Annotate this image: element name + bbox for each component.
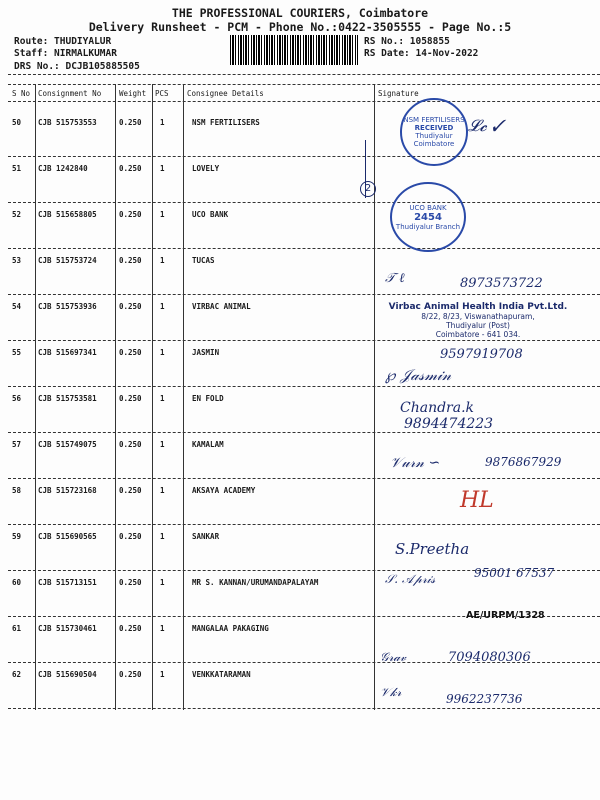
- pieces: 1: [160, 164, 165, 173]
- page-subtitle: Delivery Runsheet - PCM - Phone No.:0422-3505555 - Page No.:5: [88, 20, 512, 34]
- consignee-name: AKSAYA ACADEMY: [192, 486, 256, 495]
- pieces: 1: [160, 670, 165, 679]
- pieces: 1: [160, 118, 165, 127]
- handwritten-name: S.Preetha: [395, 540, 470, 558]
- pieces: 1: [160, 486, 165, 495]
- consignment-no: CJB 515749075: [38, 440, 97, 449]
- weight: 0.250: [119, 578, 142, 587]
- consignee-name: JASMIN: [192, 348, 220, 357]
- row-sno: 62: [12, 670, 22, 679]
- virbac-stamp: Virbac Animal Health India Pvt.Ltd. 8/22, 8/23, Viswanathapuram, Thudiyalur (Post) Coimbatore - 641 034.: [388, 302, 568, 339]
- handwritten-phone: 9894474223: [404, 416, 494, 432]
- row-sno: 51: [12, 164, 22, 173]
- rs-date: RS Date: 14-Nov-2022: [364, 48, 479, 59]
- consignment-no: CJB 515713151: [38, 578, 97, 587]
- consignment-no: CJB 515690565: [38, 532, 97, 541]
- route-label: Route: THUDIYALUR: [14, 36, 112, 47]
- uco-bank-stamp: UCO BANK 2454 Thudiyalur Branch: [390, 182, 466, 252]
- weight: 0.250: [119, 210, 142, 219]
- consignee-name: VENKKATARAMAN: [192, 670, 251, 679]
- pieces: 1: [160, 440, 165, 449]
- consignee-name: MANGALAA PAKAGING: [192, 624, 269, 633]
- row-sno: 59: [12, 532, 22, 541]
- consignee-name: TUCAS: [192, 256, 215, 265]
- pieces: 1: [160, 348, 165, 357]
- rs-number: RS No.: 1058855: [364, 36, 450, 47]
- row-divider: [8, 524, 600, 525]
- signature: 𝒯 ℓ: [385, 271, 405, 286]
- consignee-name: UCO BANK: [192, 210, 229, 219]
- row-sno: 56: [12, 394, 22, 403]
- handwritten-phone: 7094080306: [448, 650, 531, 665]
- row-divider: [8, 248, 600, 249]
- weight: 0.250: [119, 302, 142, 311]
- row-sno: 58: [12, 486, 22, 495]
- consignment-no: CJB 515753936: [38, 302, 97, 311]
- divider: [8, 74, 600, 75]
- consignment-no: CJB 515753553: [38, 118, 97, 127]
- divider: [8, 101, 600, 102]
- barcode: [230, 35, 358, 65]
- drs-label: DRS No.: DCJB105885505: [14, 61, 140, 72]
- signature: 𝒱𝓊𝓇𝓃 ∽: [390, 455, 441, 471]
- red-mark: HL: [460, 488, 494, 513]
- row-sno: 52: [12, 210, 22, 219]
- row-sno: 61: [12, 624, 22, 633]
- consignee-name: SANKAR: [192, 532, 220, 541]
- row-sno: 54: [12, 302, 22, 311]
- handwritten-phone: 8973573722: [460, 276, 543, 291]
- row-divider: [8, 386, 600, 387]
- pieces: 1: [160, 624, 165, 633]
- consignment-no: CJB 515753724: [38, 256, 97, 265]
- signature: 𝒱𝓀𝓇: [380, 685, 402, 699]
- weight: 0.250: [119, 532, 142, 541]
- consignment-no: CJB 515753581: [38, 394, 97, 403]
- row-divider: [8, 432, 600, 433]
- divider: [8, 84, 600, 85]
- row-sno: 50: [12, 118, 22, 127]
- consignment-no: CJB 515690504: [38, 670, 97, 679]
- weight: 0.250: [119, 624, 142, 633]
- weight: 0.250: [119, 348, 142, 357]
- weight: 0.250: [119, 670, 142, 679]
- signature: ℘ 𝒥𝒶𝓈𝓂𝒾𝓃: [385, 366, 452, 384]
- signature: 𝓛𝓬 ✓: [468, 116, 504, 135]
- weight: 0.250: [119, 118, 142, 127]
- row-divider: [8, 294, 600, 295]
- handwritten-name: Chandra.k: [400, 400, 475, 416]
- row-divider: [8, 340, 600, 341]
- aerpm-stamp: AE/URPM/1328: [466, 610, 545, 621]
- column-header: Consignee Details: [187, 89, 264, 98]
- row-divider: [8, 202, 600, 203]
- staff-label: Staff: NIRMALKUMAR: [14, 48, 117, 59]
- row-sno: 55: [12, 348, 22, 357]
- handwritten-phone: 9597919708: [440, 347, 523, 362]
- pieces: 1: [160, 302, 165, 311]
- row-divider: [8, 478, 600, 479]
- consignment-no: CJB 515723168: [38, 486, 97, 495]
- consignee-name: EN FOLD: [192, 394, 224, 403]
- weight: 0.250: [119, 394, 142, 403]
- consignee-name: KAMALAM: [192, 440, 224, 449]
- handwritten-phone: 9876867929: [485, 455, 562, 469]
- row-sno: 57: [12, 440, 22, 449]
- row-sno: 53: [12, 256, 22, 265]
- pieces: 1: [160, 210, 165, 219]
- pieces: 1: [160, 578, 165, 587]
- consignee-name: NSM FERTILISERS: [192, 118, 260, 127]
- weight: 0.250: [119, 440, 142, 449]
- circled-mark: 2: [360, 181, 376, 197]
- consignee-name: LOVELY: [192, 164, 220, 173]
- column-header: Weight: [119, 89, 147, 98]
- row-divider: [8, 708, 600, 709]
- pieces: 1: [160, 394, 165, 403]
- column-header: PCS: [155, 89, 169, 98]
- pieces: 1: [160, 532, 165, 541]
- handwritten-phone: 9962237736: [446, 692, 523, 706]
- nsm-stamp: NSM FERTILISERS RECEIVED Thudiyalur Coimbatore: [400, 98, 468, 166]
- column-header: S No: [12, 89, 31, 98]
- column-header: Consignment No: [38, 89, 102, 98]
- consignee-name: VIRBAC ANIMAL: [192, 302, 251, 311]
- consignment-no: CJB 515658805: [38, 210, 97, 219]
- consignment-no: CJB 515697341: [38, 348, 97, 357]
- weight: 0.250: [119, 256, 142, 265]
- weight: 0.250: [119, 486, 142, 495]
- page-title: THE PROFESSIONAL COURIERS, Coimbatore: [171, 6, 429, 20]
- consignment-no: CJB 1242840: [38, 164, 88, 173]
- column-header: Signature: [378, 89, 419, 98]
- row-divider: [8, 156, 600, 157]
- row-sno: 60: [12, 578, 22, 587]
- signature: 𝒮. 𝒜𝓅𝓇𝒾𝓈: [385, 572, 436, 586]
- consignee-name: MR S. KANNAN/URUMANDAPALAYAM: [192, 578, 319, 587]
- signature: 𝒢𝓇𝒶𝓋: [380, 650, 407, 664]
- consignment-no: CJB 515730461: [38, 624, 97, 633]
- handwritten-phone: 95001 67537: [474, 566, 555, 580]
- weight: 0.250: [119, 164, 142, 173]
- pieces: 1: [160, 256, 165, 265]
